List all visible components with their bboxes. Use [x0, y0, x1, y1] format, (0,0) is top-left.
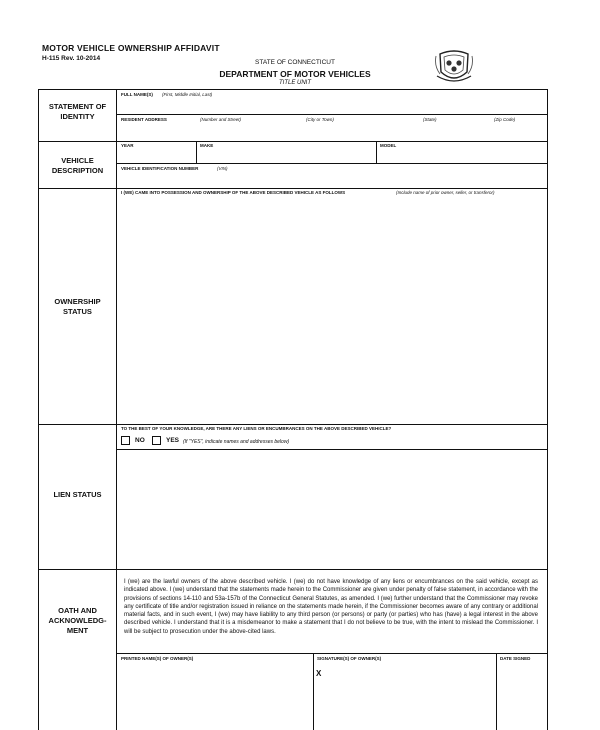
model-field[interactable] — [378, 149, 546, 162]
state-name: STATE OF CONNECTICUT — [255, 59, 335, 66]
lien-yes-checkbox[interactable] — [152, 436, 161, 445]
city-hint: (City or Town) — [306, 117, 334, 122]
full-name-hint: (First, Middle Initial, Last) — [162, 92, 213, 97]
section-label-ownership: OWNERSHIP STATUS — [54, 297, 101, 316]
make-field[interactable] — [198, 149, 374, 162]
unit-name: TITLE UNIT — [278, 80, 311, 86]
model-label: MODEL — [380, 143, 397, 148]
lien-yes-hint: (If "YES", indicate names and addresses below) — [183, 439, 290, 445]
state-seal-icon — [434, 46, 474, 86]
vin-label: VEHICLE IDENTIFICATION NUMBER — [121, 166, 199, 171]
section-label-lien: LIEN STATUS — [53, 490, 102, 499]
year-field[interactable] — [118, 149, 194, 162]
printed-name-field[interactable] — [118, 663, 311, 729]
ownership-statement: I (WE) CAME INTO POSSESSION AND OWNERSHIP OF THE ABOVE DESCRIBED VEHICLE AS FOLLOWS — [121, 190, 346, 195]
date-signed-label: DATE SIGNED — [500, 656, 531, 661]
vin-hint: (VIN) — [217, 166, 228, 171]
signature-label: SIGNATURE(S) OF OWNER(S) — [317, 656, 382, 661]
lien-no-checkbox[interactable] — [121, 436, 130, 445]
zip-hint: (Zip Code) — [494, 117, 516, 122]
signature-x-mark: X — [316, 669, 322, 678]
ownership-hint: (Include name of prior owner, seller, or transferor) — [396, 190, 495, 195]
lien-yes-label: YES — [166, 437, 180, 444]
full-name-field[interactable] — [118, 99, 546, 113]
street-hint: (Number and Street) — [200, 117, 242, 122]
resident-address-field[interactable] — [118, 124, 546, 140]
lien-details-field[interactable] — [118, 451, 546, 567]
section-label-vehicle: VEHICLE DESCRIPTION — [51, 156, 104, 175]
state-hint: (State) — [423, 117, 437, 122]
resident-address-label: RESIDENT ADDRESS — [121, 117, 167, 122]
year-label: YEAR — [121, 143, 134, 148]
ownership-field[interactable] — [118, 198, 546, 422]
section-label-oath: OATH AND ACKNOWLEDG- MENT — [48, 606, 107, 635]
date-signed-field[interactable] — [498, 663, 546, 729]
lien-no-label: NO — [135, 437, 145, 444]
full-name-label: FULL NAME(S) — [121, 92, 153, 97]
oath-text: I (we) are the lawful owners of the above described vehicle. I (we) do not have knowledge of any liens or encumbrances on the said vehicle, except as indicated above. I (we) understand that the statements made herein to the Commissioner are given under penalty of false statement, in accordance with the provisions of sections 14-110 and 53a-157b of the Connecticut General Statutes, as amended. I (we) further understand that the Commissioner may revoke any certificate of title and/or registration issued in reliance on the statements made herein, if the Commissioner becomes aware of any contrary or additional material facts, and in such event, I (we) may have liability to any third person (or persons) or party (or parties) who has (have) a legal interest in the above described vehicle. I understand that it is a misdemeanor to make a statement that I do not believe to be true, with the intent to mislead the Commissioner. I will be subject to prosecution under the above-cited laws. — [124, 579, 538, 635]
lien-question: TO THE BEST OF YOUR KNOWLEDGE, ARE THERE ANY LIENS OR ENCUMBRANCES ON THE ABOVE DESCRIBED VEHICLE? — [121, 426, 392, 431]
department-name: DEPARTMENT OF MOTOR VEHICLES — [219, 69, 371, 79]
vin-field[interactable] — [118, 172, 546, 187]
section-label-identity: STATEMENT OF IDENTITY — [48, 102, 107, 121]
form-title: MOTOR VEHICLE OWNERSHIP AFFIDAVIT — [42, 43, 220, 53]
form-number: H-115 Rev. 10-2014 — [42, 55, 101, 62]
make-label: MAKE — [200, 143, 214, 148]
printed-name-label: PRINTED NAME(S) OF OWNER(S) — [121, 656, 194, 661]
signature-field[interactable] — [326, 663, 494, 729]
